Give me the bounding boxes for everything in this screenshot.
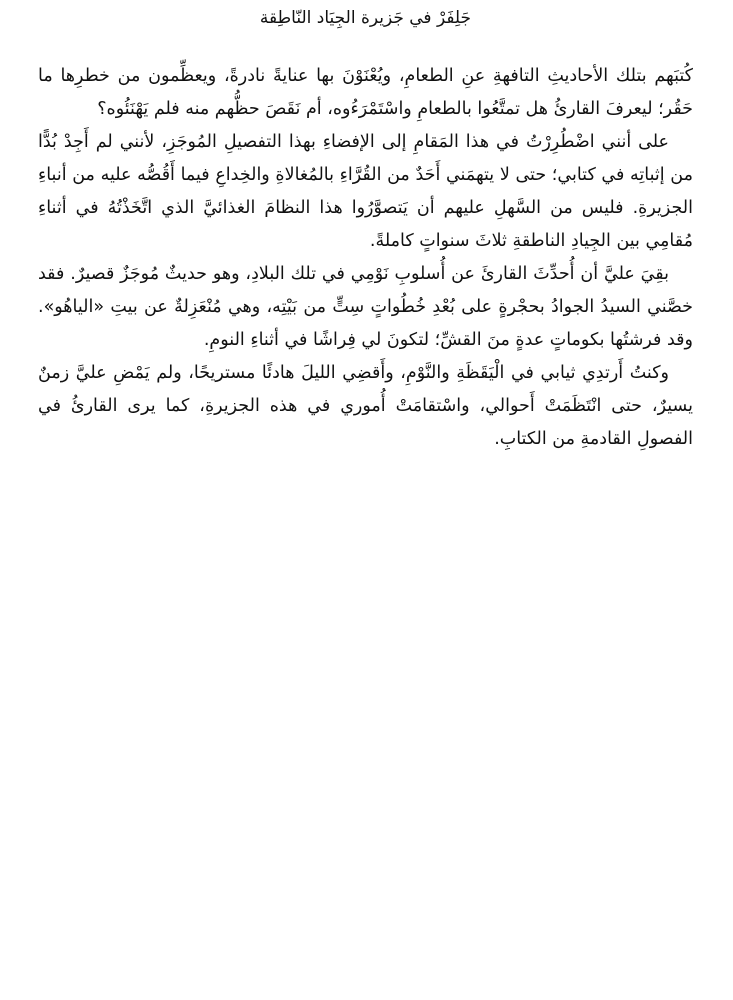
body-text — [38, 60, 693, 456]
paragraph-4: وكنتُ أَرتدِي ثيابي في الْيَقَظَةِ والنَّوْمِ، وأَقضِي الليلَ هادئًا مستريحًا، ولم يَمْضِ عليَّ زمنٌ يسيرٌ، حتى انْتَظَمَتْ أَحوالي، واسْتقامَتْ أُموري في هذه الجزيرةِ، كما يرى القارئُ في الفصولِ القادمةِ من الكتابِ. — [38, 363, 693, 449]
paragraph-2: على أنني اضْطُرِرْتُ في هذا المَقامِ إلى الإفضاءِ بهذا التفصيلِ المُوجَزِ، لأنني لم أَجِدْ بُدًّا من إثباتِه في كتابي؛ حتى لا يتهمَني أَحَدٌ من القُرَّاءِ بالمُغالاةِ والخِداعِ فيما أَقُصُّه عليه من أنباءِ الجزيرةِ. فليس من السَّهلِ عليهم أن يَتصوَّرُوا هذا النظامَ الغذائيَّ الذي اتَّخَذْتُهُ في أثناءِ مُقامِي بين الجِيادِ الناطقةِ ثلاثَ سنواتٍ كاملةً. — [38, 132, 693, 251]
running-head-title: جَلِفَرْ في جَزيرة الجِيَاد النّاطِقة — [259, 8, 472, 28]
paragraph-3: بقِيَ عليَّ أن أُحدِّثَ القارئَ عن أُسلوبِ نَوْمِي في تلك البلادِ، وهو حديثٌ مُوجَزٌ قصيرٌ. فقد خصَّني السيدُ الجوادُ بحجْرةٍ على بُعْدِ خُطُواتٍ سِتٍّ من بَيْتِه، وهي مُنْعَزِلةٌ عن بيتِ «الياهُو». وقد فرشتُها بكوماتٍ عدةٍ منَ القشِّ؛ لتكونَ لي فِراشًا في أثناءِ النومِ. — [38, 264, 693, 350]
paragraph-1: كُتبَهم بتلك الأحاديثِ التافهةِ عنِ الطعامِ، ويُعْنَوْنَ بها عنايةً نادرةً، ويعظِّمون من خطرِها ما حَقُر؛ ليعرفَ القارئُ هل تمتَّعُوا بالطعامِ واسْتَمْرَءُوه، أم نَقَصَ حظُّهم منه فلم يَهْنَئُوه؟ — [38, 66, 693, 119]
